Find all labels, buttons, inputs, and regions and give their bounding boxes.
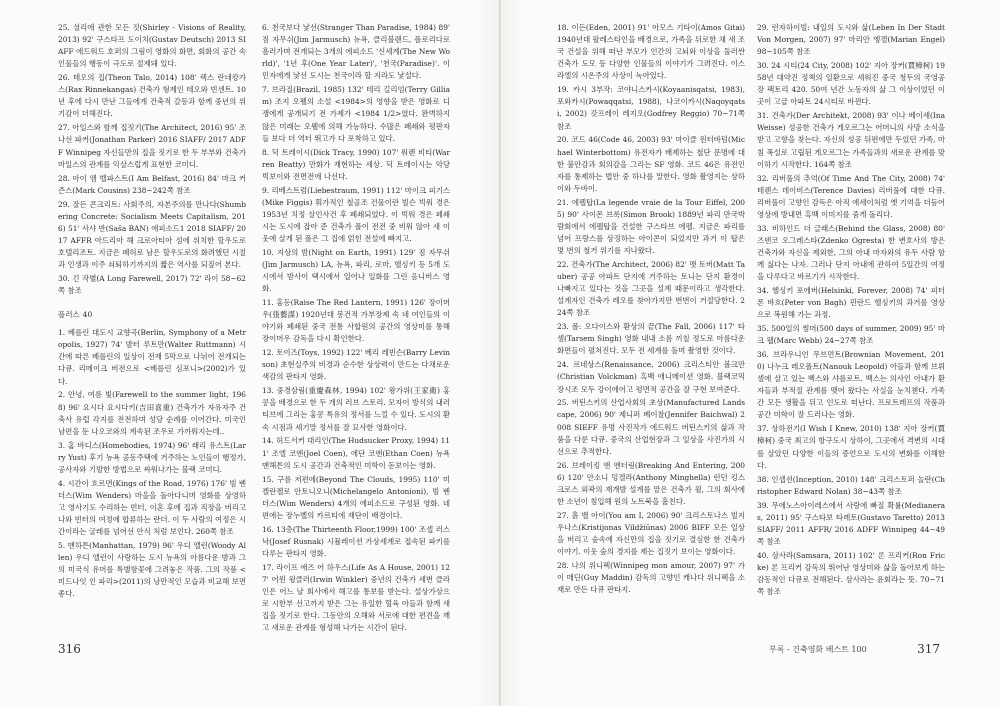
running-head: 부록 - 건축영화 베스트 100 xyxy=(769,645,867,654)
left-column-2 xyxy=(262,22,450,633)
list-item: 22. 건축가(The Architect, 2006) 82' 맷 토버(Matt Tauber) 공공 아파트 단지에 거주하는 토니는 단지 환경이 나빠지고 있다는 것을 그곳을 설계 때문이라고 생각한다. 설계자인 건축가 레오를 찾아가지만 번번이 거절당한다. 224쪽 참조 xyxy=(557,259,745,318)
list-item: 24. 르네상스(Renaissance, 2006) 크리스티안 볼크만(Christian Volckman) 흑백 애니메이션 영화. 블랙코믹장시조 모두 강이에어고 평면적 공간을 잘 구현 보여준다. xyxy=(557,360,745,394)
right-column-1 xyxy=(557,22,745,622)
list-item: 16. 13층(The Thirteenth Floor,1999) 100' 조셉 러스낙(Josef Rusnak) 시뮬레이션 가상세계로 접속된 파키를 다루는 판타지 영화. xyxy=(262,524,450,558)
list-item: 14. 허드서커 대리인(The Hudsucker Proxy, 1994) 111' 조엘 코엔(Joel Coen), 에단 코엔(Ethan Coen) 뉴욕 맨해튼의 도시 공간과 건축적인 미학이 돋보이는 영화. xyxy=(262,436,450,470)
list-item: 13. 중경삼림(重慶森林, 1994) 102' 왕가위(王家衛) 홍콩을 배경으로 한 두 개의 러브 스토리. 모자이 방식의 내러티브에 그리는 홍콩 특유의 정서를 느낄 수 있다. 도시의 환속 시점과 세기말 정서를 잘 묘사한 영화이다. xyxy=(262,386,450,432)
list-item: 32. 리버풀의 추억(Of Time And The City, 2008) 74' 테렌스 데이비스(Terence Davies) 리버풀에 대한 다큐. 리버풀이 고향인 감독은 아직 애세이처럼 옛 기억을 더듬어 영상에 방내면 흑백 이미지를 줌게 돌리다. xyxy=(757,173,945,219)
page-number: 317 xyxy=(917,642,940,656)
list-item: 18. 이든(Eden, 2001) 91' 아모스 기타이(Amos Gitai) 1940년대 팔레스타인을 배경으로, 가족을 뒤로한 채 새 조국 건설을 위해 떠난 부모가 인간의 고뇌와 이상을 둘러싼 건축가 도모 등 다양한 인물들의 이야기가 그려진다. 이스라엘의 시온주의 사상이 녹아있다. xyxy=(557,23,745,81)
list-item: 40. 삼사라(Samsara, 2011) 102' 론 프리커(Ron Fricke) 론 프리커 감독의 뛰어난 영상미와 삶을 돌아보게 하는 감동적인 다큐로 전해된다. 삼사라는 윤회라는 뜻. 70~71쪽 참조 xyxy=(757,550,945,596)
right-column-2 xyxy=(757,22,945,622)
list-item: 27. 흙 밸 아이(You am I, 2006) 90' 크리스토나스 빌지우나스(Kristijonas Vildžiūnas) 2006 BIFF 모든 일상을 버리고 숲속에 자신만의 집을 짓기로 결심한 한 건축가이야기. 이웃 숲의 경지를 제는 집짓기 보이는 영화이다. xyxy=(557,510,745,557)
list-item: 39. 무에노스아이레스에서 사랑에 빠질 확률(Medianeras, 2011) 95' 구스타보 타레토(Gustavo Taretto) 2013 SIAFF/ 2011 AFFR/ 2016 ADFF Winnipeg 44~49쪽 참조 xyxy=(757,500,945,546)
gutter-shadow xyxy=(475,0,499,706)
list-item: 10. 지상의 밤(Night on Earth, 1991) 129' 짐 자무쉬(Jim Jarmusch) LA, 뉴욕, 파리, 로마, 헬싱키 등 5개 도시에서 밤사이 택시에서 일어나 일화를 그린 옴니버스 영화. xyxy=(262,247,450,294)
list-item: 20. 코드 46(Code 46, 2003) 93' 마이클 윈터바텀(Michael Winterbottom) 유전자가 배제하는 철단 문명에 대한 불안감과 회의감을 그리는 SF 영화. 코드 46은 유전인자를 통제하는 법안 중 하나를 말한다. 영화 촬영지는 상하이와 두바이. xyxy=(557,135,745,193)
list-item: 28. 아이 엠 벨파스트(I Am Belfast, 2016) 84' 마크 커즌스(Mark Cousins) 238~242쪽 참조 xyxy=(58,173,246,195)
list-item: 26. 테오의 집(Theon Talo, 2014) 108' 렉스 란네캉가스(Rax Rinnekangas) 건축가 형제인 테오와 빈센트. 10년 후에 다시 만난 그들에게 건축적 갈등과 함께 중년의 위기감이 더해진다. xyxy=(58,73,246,119)
list-item: 37. 상하전기(I Wish I Knew, 2010) 138' 지아 장커(賈樟柯) 중국 최고의 항구도시 상하이, 그곳에서 격변의 시대를 살았던 다양한 이들의 증언으로 도시의 변화를 이해한다. xyxy=(757,424,945,470)
page-number: 316 xyxy=(58,642,81,656)
list-item: 7. 브라질(Brazil, 1985) 132' 테리 길리엄(Terry Gilliam) 조지 오웰의 소설 <1984>의 영향을 받은 영화로 디쟁에게 공개되기 전 가제가 <1984 1/2>였다. 완벽하지 않은 미래는 오웰에 의해 가능하다. 수많은 폐쇄와 평판자들 보다 더 역터 뛰고가 다 포착하고 있다. xyxy=(262,85,450,143)
list-item: 25. 셜리에 관한 모든 것(Shirley - Visions of Reality, 2013) 92' 구스타프 도이치(Gustav Deutsch) 2013 SIAFF 에드워드 호퍼의 그림이 영화의 화면, 회화의 공간 속 인물들의 행동이 극도로 절제돼 있다. xyxy=(58,23,246,69)
list-item: 5. 맨하튼(Manhattan, 1979) 96' 우디 앨런(Woody Allen) 우디 앨런이 사랑하는 도시 뉴욕의 아름다운 밤과 그의 미국식 유머를 특별함꽃에 그려놓은 작품. 그의 작품 <미드나잇 인 파리>(2011)의 낭만적인 모습과 비교해 보면 좋다. xyxy=(58,540,246,599)
list-item: 36. 브라우니언 무브먼트(Brownian Movement, 2010) 나누크 레오폴트(Nanouk Leopold) 아들과 함께 브뤼셀에 살고 있는 벡스와 샤를로트. 백스는 의사인 아내가 환자들과 부적절 관계를 맺어 왔다는 사실을 눈치챈다. 가족간 모든 생활을 뒤고 인도로 떠난다. 프로트레프의 작품과 공간 미학이 잘 드러나는 영화. xyxy=(757,350,945,420)
list-item: 30. 24 시티(24 City, 2008) 102' 지아 장커(賈樟柯) 1958년 대약진 정책의 일환으로 세워진 중국 청두의 국영공장 팩토리 420. 50여 년간 노동자의 삶 그 이상이었던 이곳이 고급 아파트 24시티로 바뀐다. xyxy=(757,61,945,107)
list-item: 35. 500일의 썸머(500 days of summer, 2009) 95' 마크 웹(Marc Webb) 24~27쪽 참조 xyxy=(757,324,945,346)
list-item: 12. 토이즈(Toys, 1992) 122' 베리 레빈슨(Barry Levinson) 초현실주의 비경과 순수한 상상력이 만드는 다채로운 색감의 판타지 영화. xyxy=(262,348,450,382)
gutter-shadow xyxy=(501,0,525,706)
list-item: 1. 베를린 대도시 교향곡(Berlin, Symphony of a Metropolis, 1927) 74' 발터 루트만(Walter Ruttmann) 시간에 따른 베를린의 일상이 전재 5막으로 나뉘어 전개되는 다큐. 리메이크 버전으로 <베를린 심포니>(2002)가 있다. xyxy=(58,328,246,386)
right-page xyxy=(500,0,1000,706)
list-item: 27. 아일스와 함께 집짓기(The Architect, 2016) 95' 조나선 파커(Jonathan Parker) 2016 SIAFF/ 2017 ADFF Winnipeg 자신들만의 집을 짓기로 한 두 부부와 건축가 마일스의 관계를 익살스럽게 표현한 코미디. xyxy=(58,123,246,169)
list-item: 31. 건축가(Der Architekt, 2008) 93' 이나 베이세(Ina Weisse) 성공한 건축가 게오르그는 어머니의 사망 소식을 받고 고향을 찾는다. 자신의 성공 뒤편에만 두었던 가족, 마침 폭설로 고립된 게오르그는 가족들과의 새로운 관계를 맞이하기 시작한다. 164쪽 참조 xyxy=(757,111,945,169)
list-item: 9. 리베스트럼(Liebestraum, 1991) 112' 마이크 피기스(Mike Figgis) 휘가적인 철골조 건물이란 빌슨 빅워 경은 1953년 치정 살인사건 후 폐쇄되었다. 이 빅워 경은 페쇄시는 도시에 잡아 준 건축가 폴이 전전 중 비워 않아 새 이웃에 살게 된 폴은 그 집에 얽힌 전설에 빠지고. xyxy=(262,185,450,243)
list-item: 29. 잘든 콘크리트: 사회주의, 자본주의를 만나다(Shumbering Concrete: Socialism Meets Capitalism, 2016) 51' 사샤 반(Saša BAN) 에피소드1 2018 SIAFF/ 2017 AFFR 아드리아 해 크로아티아 섬에 위치한 할우도로 호텔리조트. 지금은 폐허로 남은 할우도로의 화려했던 시절과 인생과 이주 쇠퇴하기까지의 짧은 역사를 되짚어 본다. xyxy=(58,199,246,269)
list-item: 2. 안녕, 여름 빛(Farewell to the summer light, 1968) 96' 요시다 요시다키(吉田喜重) 건축가가 자유자주 건축사 유럽 각지를 전전하며 성당 순례를 이어간다. 미국인 남편을 둔 나오코와의 계속된 조우로 가까워지는데.. xyxy=(58,390,246,436)
list-item: 8. 딕 트레이시(Dick Tracy, 1990) 107' 워렌 비티(Warren Beatty) 만화가 재현하는 세상. 딕 트레이시는 악당 빅보이와 전면전에 나선다. xyxy=(262,147,450,181)
list-item: 11. 홍등(Raise The Red Lantern, 1991) 126' 장이머우(張藝謀) 1920년대 봉건적 가부장제 속 네 여인들의 이야기와 폐쇄된 중국 전통 사합원의 공간의 영상미를 통해 장이머우 감독을 다시 확인한다. xyxy=(262,298,450,344)
list-item: 23. 폴: 오다이스와 환상의 끝(The Fall, 2006) 117' 타셈(Tarsem Singh) 영화 내내 소름 끼칠 정도로 아름다운 화면들이 펼쳐진다. 모두 전 세계를 돌며 촬영한 것이다. xyxy=(557,322,745,356)
list-item: 26. 브레이킹 앤 엔터링(Breaking And Entering, 2006) 120' 안소니 밍겔라(Anthony Minghella) 런던 킹스 크로스 외곽의 재개발 설계를 맡은 건축가 윌, 그의 회사에 한 소년이 침입해 원의 노트북을 훔친다. xyxy=(557,460,745,506)
list-item: 15. 구름 저편에(Beyond The Clouds, 1995) 110' 미켈란젤로 안토니오니(Michelangelo Antonioni), 빔 벤더스(Wim Wenders) 4개의 에피소드로 구성된 영화. 네 편에는 장누벨의 카르티에 재단이 배경이다. xyxy=(262,474,450,520)
section-title: 플러스 40 xyxy=(58,310,93,320)
list-item: 28. 나의 위니펙(Winnipeg mon amour, 2007) 97' 가이 매딘(Guy Maddin) 감독의 고향인 캐나다 위니펙을 소재로 만든 다큐 판타지. xyxy=(557,561,745,595)
list-item: 19. 카시 3부작: 코야니스카시(Koyaanisqatsi, 1983), 포와카시(Powaqqatsi, 1988), 나코이카시(Naqoyqatsi, 2002) 갓프레이 레지오(Godfrey Reggio) 70~71쪽 참조 xyxy=(557,85,745,131)
left-column-1 xyxy=(58,22,246,622)
list-item: 17. 라이프 애즈 어 하우스(Life As A House, 2001) 127' 어윈 윙클러(Irwin Winkler) 중년의 건축가 세번 클라인은 어느 날 회사에서 해고를 통보를 받는다. 설상가상으로 시한부 선고까지 받은 그는 유일한 혈육 아들과 함께 새 집을 짓기로 한다. 그동안의 오해와 서로에 대한 편견을 깨고 새로운 관계를 형성해 나가는 시간이 된다. xyxy=(262,562,450,633)
list-item: 30. 긴 작별(A Long Farewell, 2017) 72' 라이 58~62쪽 참조 xyxy=(58,273,246,295)
list-item: 6. 천국보다 낯선(Stranger Than Paradise, 1984) 89' 짐 자무쉬(Jim Jarmusch) 뉴욕, 클리블랜드, 플로리다로 흘러가며 전개되는 3개의 에피소드 '신세계(The New World)', '1년 후(One Year Later)', '천국(Paradise)'. 이민자에게 낯선 도시는 천국이라 할 지라도 낯설다. xyxy=(262,23,450,81)
list-item: 33. 비하인드 더 글래스(Behind the Glass, 2008) 80' 즈덴코 오그레스타(Zdenko Ogresta) 한 변호사의 방은 건축가와 자신을 제외한, 그의 아내 마자와의 유두 사람 함께 싫다는 나자. 그러나 단지 아내에 관하여 5일간의 여정을 다루다고 바르기가 시작한다. xyxy=(757,223,945,282)
list-item: 29. 런자하이빌: 내일의 도시와 삶(Leben In Der Stadt Von Morgen, 2007) 97' 마리안 엥겔(Marian Engel) 98~105쪽 참조 xyxy=(757,23,945,57)
list-item: 21. 에펠탑(La legende vraie de la Tour Eiffel, 2005) 90' 사이몬 브룩(Simon Brook) 1889년 파리 만국박람회에서 에펠탑을 건설한 구스타브 에펠. 지금은 파리를 넘어 프랑스를 상징하는 아이콘이 되었지만 과거 이 탑은 몇 번의 철거 위기를 지나왔다. xyxy=(557,197,745,256)
list-item: 34. 헬싱키 포에버(Helsinki, Forever, 2008) 74' 피터 폰 바흐(Peter von Bagh) 핀란드 헬싱키의 과거를 영상으로 복원해 가는 과정. xyxy=(757,285,945,320)
list-item: 25. 버틴스키의 산업사회의 초상(Manufactured Landscape, 2006) 90' 제니퍼 베이찰(Jennifer Baichwal) 2008 SIEFF 유명 사진작가 에드워드 버틴스키의 삶과 작품을 다룬 다큐. 중국의 산업현장과 그 일상을 사진가의 시선으로 추적한다. xyxy=(557,398,745,456)
list-item: 38. 인셉션(Inception, 2010) 148' 크리스토퍼 놀란(Christopher Edward Nolan) 38~43쪽 참조 xyxy=(757,474,945,496)
list-item: 4. 시간이 흐르면(Kings of the Road, 1976) 176' 빔 벤더스(Wim Wenders) 마을을 돌아다니며 영화를 상영하고 영사기도 수리하는 빈터, 이혼 후에 집과 직장을 버리고 나와 빈터의 여정에 합류하는 란더. 이 두 사람의 여정은 시간이라는 굴레를 넘어선 안식 처럼 보인다. 260쪽 참조 xyxy=(58,478,246,537)
list-item: 3. 홈 바디스(Homebodies, 1974) 96' 래리 유스트(Larry Yust) 후기 뉴욕 공동주택에 거주하는 노인들이 행정가, 공사자와 기발한 방법으로 싸워나가는 블랙 코미디. xyxy=(58,440,246,474)
